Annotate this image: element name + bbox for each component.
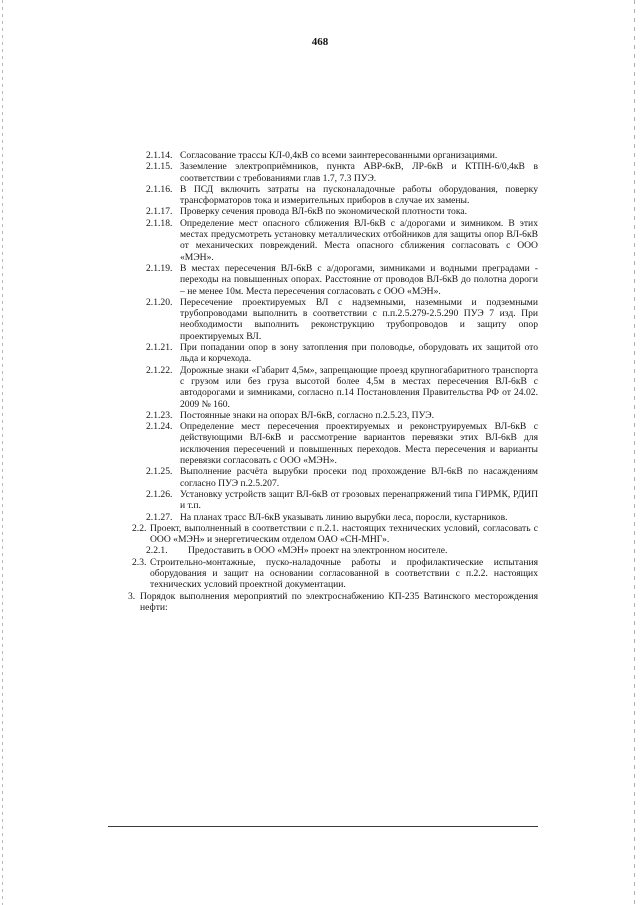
list-item [128,410,538,421]
list-item [128,184,538,207]
item-text: Определение мест опасного сближения ВЛ-6кВ с а/дорогами и зимником. В этих местах предусмотреть установку металлических отбойников для защиты опор ВЛ-6кВ от механических повреждений. Места опасного сближения согласовать с ООО «МЭН». [180,217,538,263]
item-text: Дорожные знаки «Габарит 4,5м», запрещающие проезд крупногабаритного транспорта с грузом или без груза высотой более 4,5м в местах пересечения ВЛ-6кВ с автодорогами и зимниками, согласно п.14 Постановления Правительства РФ от 24.02. 2009 № 160. [180,364,538,410]
item-number: 2.1.15. [146,161,173,173]
item-number: 2.1.16. [146,183,173,195]
list-item [128,365,538,410]
item-number: 2.1.25. [146,466,173,478]
page-number: 468 [311,36,329,48]
list-item [128,161,538,184]
list-item [128,150,538,161]
item-number: 2.1.23. [146,409,173,421]
section-3 [128,591,538,614]
item-text: В ПСД включить затраты на пусконаладочные работы оборудования, поверку трансформаторов тока и измерительных приборов в случае их замены. [180,183,538,207]
section-2-3 [128,557,538,591]
scan-edge-left [2,0,3,905]
item-number: 2.1.22. [146,364,173,376]
item-text: Определение мест пересечения проектируемых и реконструируемых ВЛ-6кВ с действующими ВЛ-6кВ и рассмотрение вариантов перевязки этих ВЛ-6кВ для исключения пересечений и повышенных переходов. Места пересечения и варианты перевязки согласовать с ООО «МЭН». [180,421,538,467]
list-item [128,263,538,297]
list-item [128,512,538,523]
item-text: При попадании опор в зону затопления при половодье, оборудовать их защитой ото льда и корчехода. [180,342,538,365]
scan-edge-right [634,0,635,905]
list-item [128,421,538,466]
item-text: Строительно-монтажные, пуско-наладочные работы и профилактические испытания оборудования и защит на основании согласованной в соответствии с п.2.2. настоящих технических условий проектной документации. [150,556,538,591]
list-item [128,489,538,512]
item-text: Проект, выполненный в соответствии с п.2.1. настоящих технических условий, согласовать с ООО «МЭН» и энергетическим отделом ОАО «СН-МНГ». [150,522,538,546]
list-item [128,466,538,489]
item-text: Установку устройств защит ВЛ-6кВ от грозовых перенапряжений типа ГИРМК, РДИП и т.п. [180,488,538,512]
item-number: 2.1.19. [146,262,173,274]
item-number: 2.2. [132,522,147,534]
item-number: 2.3. [132,556,147,568]
footer-divider [108,826,538,827]
item-text: Заземление электроприёмников, пункта АВР-6кВ, ЛР-6кВ и КТПН-6/0,4кВ в соответствии с требованиями глав 1.7, 7.3 ПУЭ. [180,161,538,184]
item-number: 2.1.26. [146,488,173,500]
list-item [128,342,538,365]
item-text: Выполнение расчёта вырубки просеки под прохождение ВЛ-6кВ по насаждениям согласно ПУЭ п.2.5.207. [180,466,538,489]
item-number: 2.1.20. [146,296,173,308]
section-2-2-1 [128,545,538,556]
item-text: На планах трасс ВЛ-6кВ указывать линию вырубки леса, поросли, кустарников. [180,511,508,523]
item-number: 2.1.24. [146,421,173,433]
item-text: Проверку сечения провода ВЛ-6кВ по экономической плотности тока. [180,206,467,218]
item-text: В местах пересечения ВЛ-6кВ с а/дорогами, зимниками и водными преградами - переходы на повышенных опорах. Расстояние от проводов ВЛ-6кВ до полотна дороги – не менее 10м. Места пересечения согласовать с ООО «МЭН». [180,262,538,297]
item-number: 2.1.14. [146,150,173,161]
item-text: Постоянные знаки на опорах ВЛ-6кВ, согласно п.2.5.23, ПУЭ. [180,409,434,421]
item-number: 2.1.17. [146,206,173,218]
item-text: Согласование трассы КЛ-0,4кВ со всеми заинтересованными организациями. [180,150,498,161]
item-text: Предоставить в ООО «МЭН» проект на электронном носителе. [188,545,448,557]
item-number: 2.1.18. [146,217,173,229]
list-item [128,297,538,342]
list-item [128,218,538,263]
item-number: 2.2.1. [146,545,168,557]
section-2-2 [128,523,538,546]
item-text: Порядок выполнения мероприятий по электроснабжению КП-235 Ватинского месторождения нефти: [140,590,538,613]
item-number: 3. [128,590,136,602]
item-number: 2.1.21. [146,342,173,354]
item-text: Пересечение проектируемых ВЛ с надземными, наземными и подземными трубопроводами выполнить в соответствии с п.п.2.5.279-2.5.290 ПУЭ 7 изд. При необходимости выполнить реконструкцию трубопроводов и защиту опор проектируемых ВЛ. [180,296,538,342]
item-number: 2.1.27. [146,511,173,523]
list-item [128,206,538,217]
document-body [128,150,538,613]
